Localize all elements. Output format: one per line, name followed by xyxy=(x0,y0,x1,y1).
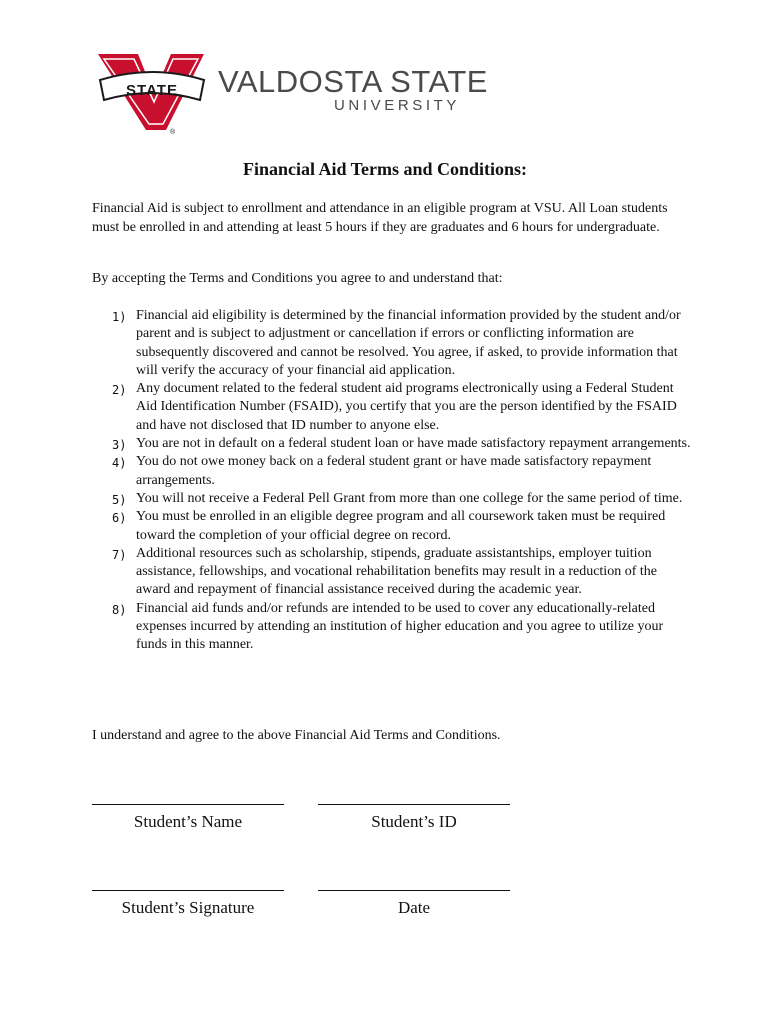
term-item xyxy=(92,490,692,508)
term-number: 4) xyxy=(112,456,127,471)
student-signature-label: Student’s Signature xyxy=(121,898,255,917)
student-signature-field[interactable] xyxy=(88,890,288,918)
vsu-logo xyxy=(96,50,488,136)
svg-text:STATE: STATE xyxy=(126,82,178,99)
term-item xyxy=(92,380,692,435)
student-name-label: Student’s Name xyxy=(133,812,243,831)
term-number: 8) xyxy=(112,602,127,617)
term-number: 5) xyxy=(112,492,127,507)
student-id-field[interactable] xyxy=(314,804,514,832)
date-label: Date xyxy=(397,898,431,917)
term-number: 2) xyxy=(112,383,127,398)
term-text: You will not receive a Federal Pell Grant from more than one college for the same period of time. xyxy=(136,490,683,506)
term-text: Financial aid funds and/or refunds are intended to be used to cover any educationally-related expenses incurred by attending an institution of higher education and you agree to utilize your funds in this manner. xyxy=(136,600,664,653)
term-text: You must be enrolled in an eligible degree program and all coursework taken must be required toward the completion of your official degree on record. xyxy=(136,509,666,543)
student-id-label: Student’s ID xyxy=(371,812,457,831)
term-number: 6) xyxy=(112,511,127,526)
term-number: 7) xyxy=(112,547,127,562)
term-text: Additional resources such as scholarship, stipends, graduate assistantships, employer tuition assistance, fellowships, and vocational rehabilitation benefits may result in a reduction of the award and repayment of financial assistance received during the academic year. xyxy=(136,545,657,598)
term-item xyxy=(92,600,692,655)
term-item xyxy=(92,307,692,380)
term-item xyxy=(92,545,692,600)
vsu-v-state-emblem-icon xyxy=(96,50,216,136)
document-title: Financial Aid Terms and Conditions: xyxy=(242,159,528,179)
term-number: 1) xyxy=(112,310,127,324)
date-field[interactable] xyxy=(314,890,514,918)
term-text: You do not owe money back on a federal student grant or have made satisfactory repayment arrangements. xyxy=(136,454,652,488)
term-number: 3) xyxy=(112,438,127,453)
wordmark-valdosta-state: VALDOSTA STATE xyxy=(218,64,488,99)
term-item xyxy=(92,508,692,545)
signature-line xyxy=(92,890,284,891)
agreement-statement: I understand and agree to the above Financial Aid Terms and Conditions. xyxy=(92,728,501,743)
term-text: You are not in default on a federal student loan or have made satisfactory repayment arrangements. xyxy=(136,436,691,452)
signature-line xyxy=(92,804,284,805)
signature-line xyxy=(318,804,510,805)
term-text: Any document related to the federal student aid programs electronically using a Federal Student Aid Identification Number (FSAID), you certify that you are the person identified by the FSAID and have not disclosed that ID number to anyone else. xyxy=(136,381,677,433)
student-name-field[interactable] xyxy=(88,804,288,832)
term-item xyxy=(92,435,692,453)
svg-text:®: ® xyxy=(170,129,176,136)
terms-list xyxy=(92,307,692,655)
wordmark-university: UNIVERSITY xyxy=(334,97,461,114)
term-text: Financial aid eligibility is determined by the financial information provided by the student and/or parent and is subject to adjustment or cancellation if errors or conflicting information are subsequently discovered and cannot be resolved. You agree, if asked, to provide information that will verify the accuracy of your financial aid application. xyxy=(136,308,681,378)
intro-paragraph: Financial Aid is subject to enrollment and attendance in an eligible program at VSU. All Loan students must be enrolled in and attending at least 5 hours if they are graduates and 6 hours for undergraduate. xyxy=(92,201,668,235)
accept-statement: By accepting the Terms and Conditions you agree to and understand that: xyxy=(92,271,503,286)
signature-line xyxy=(318,890,510,891)
term-item xyxy=(92,453,692,490)
